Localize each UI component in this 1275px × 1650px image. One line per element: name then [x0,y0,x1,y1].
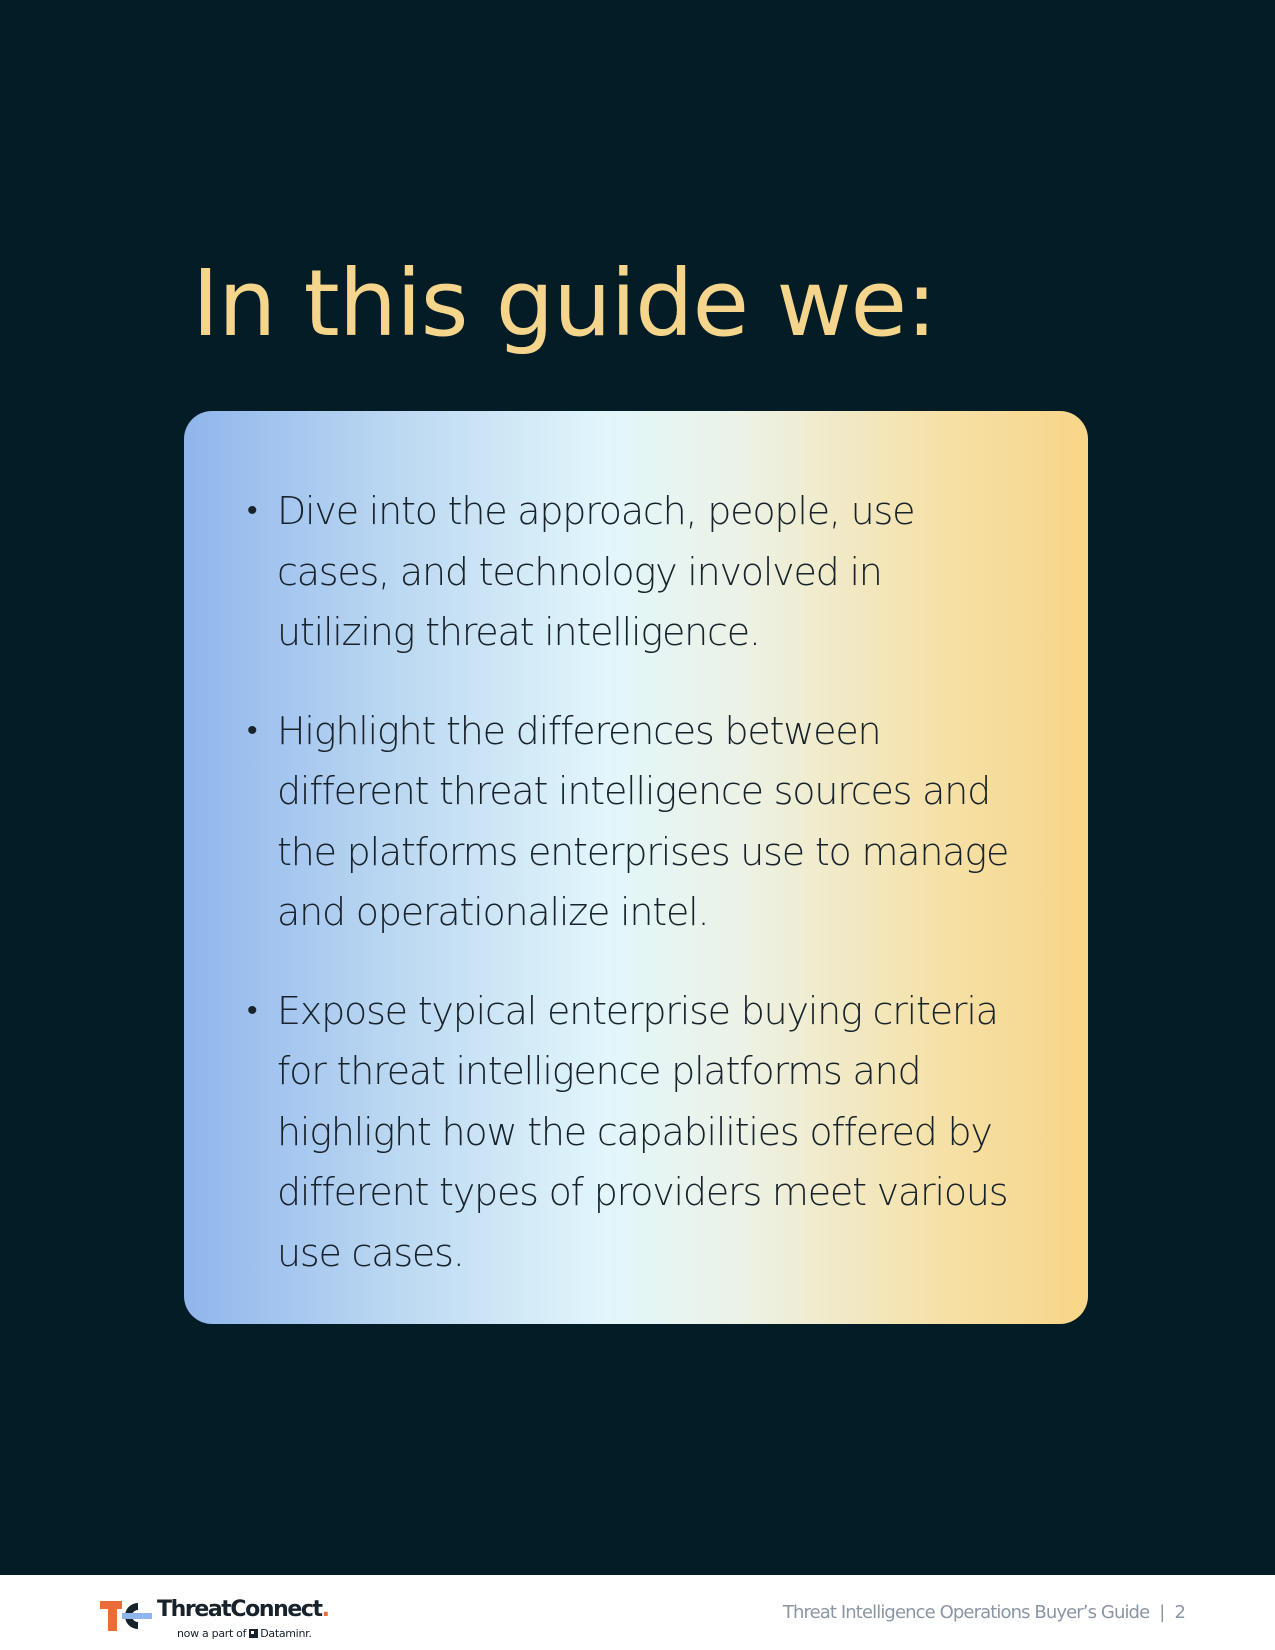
summary-card [184,411,1088,1324]
page-number: 2 [1174,1602,1185,1623]
bullet-item [184,481,1088,663]
doc-title: Threat Intelligence Operations Buyer’s Guide [782,1602,1150,1623]
logo-name: ThreatConnect. [157,1597,329,1622]
dataminr-icon [249,1629,258,1638]
footer-doc-info [783,1602,1185,1623]
bullet-item [184,981,1088,1284]
bullet-text: Dive into the approach, people, use cases, and technology involved in utilizing threat intelligence. [277,489,915,654]
separator: | [1159,1602,1165,1623]
bullet-item [184,701,1088,943]
threatconnect-logo [100,1587,340,1643]
bullet-icon: • [247,493,257,528]
page-footer [0,1575,1275,1650]
bullet-icon: • [247,992,257,1028]
bullet-text: Highlight the differences between different threat intelligence sources and the platforms enterprises use to manage and operationalize intel. [277,708,1009,934]
page-title: In this guide we: [192,250,937,357]
bullet-icon: • [247,712,257,748]
bullet-list [184,481,1088,1321]
bullet-text: Expose typical enterprise buying criteria for threat intelligence platforms and highlight how the capabilities offered by different types of providers meet various use cases. [277,988,1008,1275]
logo-subtitle: now a part of Dataminr. [177,1627,312,1640]
threatconnect-logo-icon [100,1601,154,1631]
